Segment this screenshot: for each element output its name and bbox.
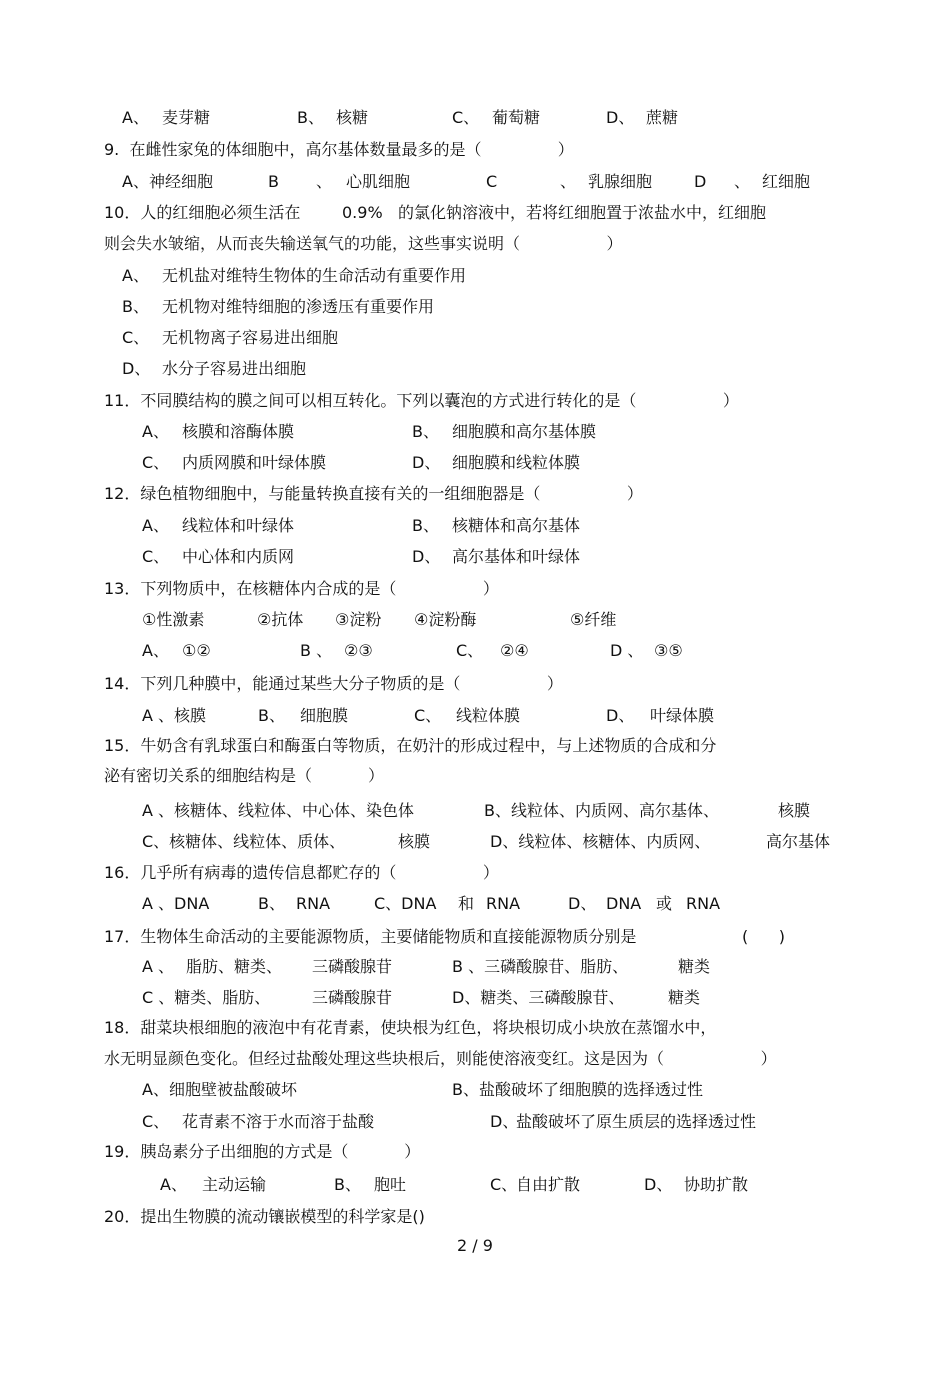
q18-stem-line2: 水无明显颜色变化。但经过盐酸处理这些块根后，则能使溶液变红。这是因为（ ） — [104, 1049, 777, 1068]
option-label: B、 — [412, 422, 439, 441]
option-text: 无机物离子容易进出细胞 — [162, 328, 339, 347]
q19-stem: 19．胰岛素分子出细胞的方式是（ ） — [104, 1142, 421, 1161]
option-label: D 、 — [610, 641, 644, 660]
option-a: A、神经细胞 — [122, 172, 213, 191]
option-label: A、 — [160, 1175, 187, 1194]
option-label: C、 — [456, 641, 484, 660]
q8-options — [0, 108, 950, 128]
option-text: 胞吐 — [374, 1175, 407, 1194]
stem-text: 的氯化钠溶液中，若将红细胞置于浓盐水中，红细胞 — [398, 203, 767, 222]
option-label: B、 — [297, 108, 324, 127]
option-label: D — [694, 172, 707, 191]
q15-stem-line2: 泌有密切关系的细胞结构是（ ） — [104, 766, 384, 785]
option-text: 细胞膜 — [300, 706, 349, 725]
option-text: ②④ — [500, 641, 529, 660]
q11-options-row2 — [0, 453, 950, 473]
option-text: 蔗糖 — [646, 108, 679, 127]
option-label: D、 — [606, 706, 635, 725]
option-text: 协助扩散 — [684, 1175, 749, 1194]
option-text: ③⑤ — [654, 641, 683, 660]
q11-stem: 11．不同膜结构的膜之间可以相互转化。下列以囊泡的方式进行转化的是（ ） — [104, 391, 739, 410]
option-label: B、 — [412, 516, 439, 535]
option-label: A、 — [142, 641, 169, 660]
option-sep: 、 — [560, 172, 577, 191]
option-text: 乳腺细胞 — [588, 172, 653, 191]
option-b: B 、三磷酸腺苷、脂肪、 — [452, 957, 629, 976]
option-label: C、 — [122, 328, 150, 347]
option-label: B 、 — [300, 641, 333, 660]
option-text: 无机物对维特细胞的渗透压有重要作用 — [162, 297, 435, 316]
option-sep: 、 — [316, 172, 333, 191]
q10-stem-line2: 则会失水皱缩，从而丧失输送氧气的功能，这些事实说明（ ） — [104, 234, 623, 253]
option-text: 细胞膜和线粒体膜 — [452, 453, 581, 472]
option-text: RNA — [486, 894, 521, 913]
stem-text: 17．生物体生命活动的主要能源物质，主要储能物质和直接能源物质分别是 — [104, 927, 637, 946]
option-text: 核糖体和高尔基体 — [452, 516, 581, 535]
q11-options-row1 — [0, 422, 950, 442]
answer-paren: ( ) — [742, 927, 785, 946]
option-label: D、 — [606, 108, 635, 127]
option-text: 内质网膜和叶绿体膜 — [182, 453, 327, 472]
q15-options-row1 — [0, 801, 950, 821]
option-text: 中心体和内质网 — [182, 547, 295, 566]
q20-stem: 20．提出生物膜的流动镶嵌模型的科学家是() — [104, 1207, 425, 1226]
list-item: ②抗体 — [257, 610, 304, 629]
option-text: RNA — [296, 894, 331, 913]
option-text: 自由扩散 — [516, 1175, 581, 1194]
option-text: 核膜 — [778, 801, 811, 820]
q19-options — [0, 1175, 950, 1195]
option-label: D、 — [122, 359, 151, 378]
option-label: B、 — [258, 894, 285, 913]
q17-stem — [0, 927, 950, 947]
option-text: 和 — [458, 894, 475, 913]
option-a: A、细胞壁被盐酸破坏 — [142, 1080, 297, 1099]
option-text: 或 — [656, 894, 673, 913]
option-label: D、 — [412, 547, 441, 566]
q14-options — [0, 706, 950, 726]
option-text: 三磷酸腺苷 — [312, 957, 393, 976]
q14-stem: 14．下列几种膜中，能通过某些大分子物质的是（ ） — [104, 674, 563, 693]
option-text: 糖类 — [678, 957, 711, 976]
q18-stem-line1: 18．甜菜块根细胞的液泡中有花青素，使块根为红色，将块根切成小块放在蒸馏水中， — [104, 1018, 717, 1037]
option-text: 脂肪、糖类、 — [186, 957, 283, 976]
q13-options — [0, 641, 950, 661]
option-label: C — [486, 172, 498, 191]
option-c: C 、糖类、脂肪、 — [142, 988, 271, 1007]
option-a: A 、核膜 — [142, 706, 207, 725]
q10-option-a — [0, 266, 950, 286]
option-d: D、糖类、三磷酸腺苷、 — [452, 988, 625, 1007]
q12-stem: 12．绿色植物细胞中，与能量转换直接有关的一组细胞器是（ ） — [104, 484, 643, 503]
option-label: D、 — [568, 894, 597, 913]
list-item: ③淀粉 — [335, 610, 382, 629]
q10-stem-line1 — [0, 203, 950, 223]
option-text: RNA — [686, 894, 721, 913]
q10-option-d — [0, 359, 950, 379]
stem-text: 10．人的红细胞必须生活在 — [104, 203, 301, 222]
option-label: B、 — [258, 706, 285, 725]
option-a: A 、DNA — [142, 894, 210, 913]
option-a: A 、核糖体、线粒体、中心体、染色体 — [142, 801, 415, 820]
q9-options — [0, 172, 950, 192]
option-label: A 、 — [142, 957, 175, 976]
q12-options-row2 — [0, 547, 950, 567]
option-label: D、 — [644, 1175, 673, 1194]
option-text: 盐酸破坏了原生质层的选择透过性 — [516, 1112, 757, 1131]
q10-option-c — [0, 328, 950, 348]
option-text: 主动运输 — [202, 1175, 267, 1194]
option-sep: 、 — [734, 172, 751, 191]
option-label: A、 — [122, 108, 149, 127]
q17-options-row2 — [0, 988, 950, 1008]
option-d: D、线粒体、核糖体、内质网、 — [490, 832, 711, 851]
option-label: A、 — [122, 266, 149, 285]
option-text: 无机盐对维特生物体的生命活动有重要作用 — [162, 266, 467, 285]
option-text: 线粒体膜 — [456, 706, 521, 725]
q12-options-row1 — [0, 516, 950, 536]
page-number: 2 / 9 — [457, 1236, 493, 1255]
option-text: 麦芽糖 — [162, 108, 211, 127]
option-label: C、 — [142, 1112, 170, 1131]
option-b: B、线粒体、内质网、高尔基体、 — [484, 801, 719, 820]
q18-options-row2 — [0, 1112, 950, 1132]
option-label: B、 — [122, 297, 149, 316]
q15-stem-line1: 15．牛奶含有乳球蛋白和酶蛋白等物质，在奶汁的形成过程中，与上述物质的合成和分 — [104, 736, 717, 755]
q16-stem: 16．几乎所有病毒的遗传信息都贮存的（ ） — [104, 863, 499, 882]
option-label: D、 — [412, 453, 441, 472]
option-b: B、盐酸破坏了细胞膜的选择透过性 — [452, 1080, 703, 1099]
option-text: 叶绿体膜 — [650, 706, 715, 725]
option-text: 糖类 — [668, 988, 701, 1007]
option-c: C、核糖体、线粒体、质体、 — [142, 832, 346, 851]
q13-stem: 13．下列物质中，在核糖体内合成的是（ ） — [104, 579, 499, 598]
option-text: 核糖 — [336, 108, 369, 127]
list-item: ⑤纤维 — [570, 610, 617, 629]
option-label: D、 — [490, 1112, 519, 1131]
option-text: 水分子容易进出细胞 — [162, 359, 307, 378]
q9-stem: 9. 在雌性家兔的体细胞中，高尔基体数量最多的是（ ） — [104, 140, 574, 159]
option-text: 高尔基体 — [766, 832, 831, 851]
list-item: ①性激素 — [142, 610, 205, 629]
option-text: 葡萄糖 — [492, 108, 541, 127]
option-c: C、DNA — [374, 894, 437, 913]
list-item: ④淀粉酶 — [414, 610, 477, 629]
option-text: 红细胞 — [762, 172, 811, 191]
option-text: 高尔基体和叶绿体 — [452, 547, 581, 566]
q10-option-b — [0, 297, 950, 317]
option-text: 细胞膜和高尔基体膜 — [452, 422, 597, 441]
option-text: ②③ — [344, 641, 373, 660]
q13-items — [0, 610, 950, 630]
option-text: 三磷酸腺苷 — [312, 988, 393, 1007]
q15-options-row2 — [0, 832, 950, 852]
option-label: B、 — [334, 1175, 361, 1194]
option-label: C、 — [414, 706, 442, 725]
option-label: A、 — [142, 516, 169, 535]
option-label: C、 — [142, 453, 170, 472]
q16-options — [0, 894, 950, 914]
option-text: 花青素不溶于水而溶于盐酸 — [182, 1112, 375, 1131]
option-label: B — [268, 172, 279, 191]
option-text: 线粒体和叶绿体 — [182, 516, 295, 535]
option-text: ①② — [182, 641, 211, 660]
option-label: C、 — [142, 547, 170, 566]
option-text: 核膜 — [398, 832, 431, 851]
option-text: 核膜和溶酶体膜 — [182, 422, 295, 441]
q17-options-row1 — [0, 957, 950, 977]
option-label: C、 — [452, 108, 480, 127]
q18-options-row1 — [0, 1080, 950, 1100]
option-text: DNA — [606, 894, 642, 913]
option-text: 心肌细胞 — [346, 172, 411, 191]
stem-text: 0.9% — [342, 203, 383, 222]
option-label: C、 — [490, 1175, 518, 1194]
option-label: A、 — [142, 422, 169, 441]
